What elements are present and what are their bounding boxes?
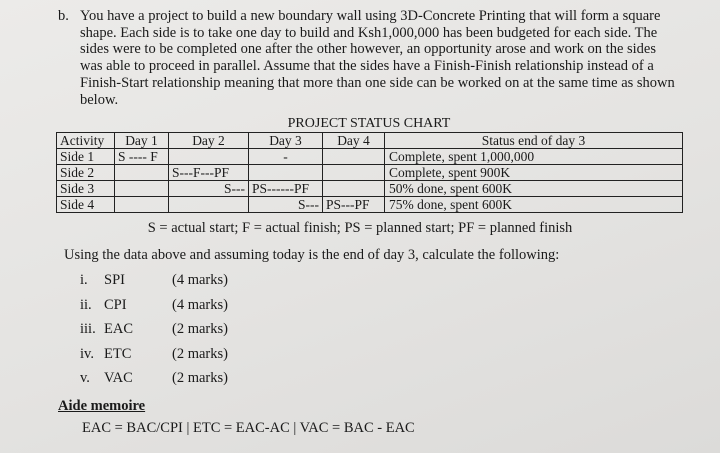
item-term: EAC — [104, 321, 133, 337]
list-item — [80, 297, 380, 322]
list-item — [80, 321, 380, 346]
memo-formula: EAC = BAC/CPI | ETC = EAC-AC | VAC = BAC - EAC — [82, 420, 415, 436]
cell-day2 — [169, 149, 249, 165]
table-row — [57, 197, 683, 213]
memo-title: Aide memoire — [58, 398, 146, 414]
question-line: below. — [80, 91, 119, 108]
table-header-row — [57, 133, 683, 149]
header-status: Status end of day 3 — [385, 133, 683, 149]
item-marks: (2 marks) — [172, 345, 228, 362]
legend: S = actual start; F = actual finish; PS = planned start; PF = planned finish — [147, 220, 573, 236]
cell-day1 — [115, 165, 169, 181]
question-list — [80, 272, 380, 395]
item-number: iv. — [80, 345, 94, 362]
table-row — [57, 181, 683, 197]
question-line: shape. Each side is to take one day to build and Ksh1,000,000 has been budgeted for each side. The — [80, 24, 658, 41]
table-row — [57, 165, 683, 181]
cell-day3 — [249, 165, 323, 181]
item-marks: (2 marks) — [172, 370, 228, 386]
cell-activity: Side 1 — [57, 149, 115, 165]
item-marks: (4 marks) — [172, 296, 228, 313]
header-day3: Day 3 — [249, 133, 323, 149]
cell-day4 — [323, 165, 385, 181]
item-number: i. — [80, 272, 88, 288]
question-line: sides were to be completed one after the other however, an opportunity arose and work on the sides — [80, 41, 657, 58]
cell-day2: S---F---PF — [169, 165, 249, 181]
cell-day4 — [323, 149, 385, 165]
cell-activity: Side 4 — [57, 197, 115, 213]
question-line: was able to proceed in parallel. Assume that the sides have a Finish-Finish relationship instead of a — [80, 58, 654, 75]
item-term: SPI — [104, 272, 125, 288]
list-item — [80, 346, 380, 371]
cell-status: 75% done, spent 600K — [385, 197, 683, 213]
cell-day4: PS---PF — [323, 197, 385, 213]
list-item — [80, 370, 380, 395]
question-line: You have a project to build a new boundary wall using 3D-Concrete Printing that will form a square — [80, 8, 661, 24]
cell-status: 50% done, spent 600K — [385, 181, 683, 197]
list-item — [80, 272, 380, 297]
table-row — [57, 149, 683, 165]
cell-day3: S--- — [249, 197, 323, 213]
cell-activity: Side 3 — [57, 181, 115, 197]
cell-day1 — [115, 197, 169, 213]
cell-day1 — [115, 181, 169, 197]
cell-activity: Side 2 — [57, 165, 115, 181]
cell-status: Complete, spent 900K — [385, 165, 683, 181]
item-marks: (4 marks) — [172, 272, 228, 288]
table-title: PROJECT STATUS CHART — [287, 116, 451, 131]
item-number: iii. — [80, 321, 96, 337]
item-term: VAC — [104, 370, 133, 386]
item-term: CPI — [104, 296, 127, 313]
status-table — [56, 132, 683, 213]
item-marks: (2 marks) — [172, 321, 228, 337]
cell-day3: - — [249, 149, 323, 165]
item-number: ii. — [80, 296, 92, 313]
cell-day1: S ---- F — [115, 149, 169, 165]
question-label: b. — [58, 8, 69, 24]
cell-day2: S--- — [169, 181, 249, 197]
header-activity: Activity — [57, 133, 115, 149]
question-text — [80, 8, 682, 108]
cell-status: Complete, spent 1,000,000 — [385, 149, 683, 165]
cell-day4 — [323, 181, 385, 197]
header-day4: Day 4 — [323, 133, 385, 149]
item-number: v. — [80, 370, 90, 386]
header-day2: Day 2 — [169, 133, 249, 149]
instructions: Using the data above and assuming today is the end of day 3, calculate the following: — [64, 247, 560, 263]
cell-day2 — [169, 197, 249, 213]
question-line: Finish-Start relationship meaning that more than one side can be worked on at the same time as shown — [80, 74, 675, 91]
item-term: ETC — [104, 345, 132, 362]
header-day1: Day 1 — [115, 133, 169, 149]
cell-day3: PS------PF — [249, 181, 323, 197]
